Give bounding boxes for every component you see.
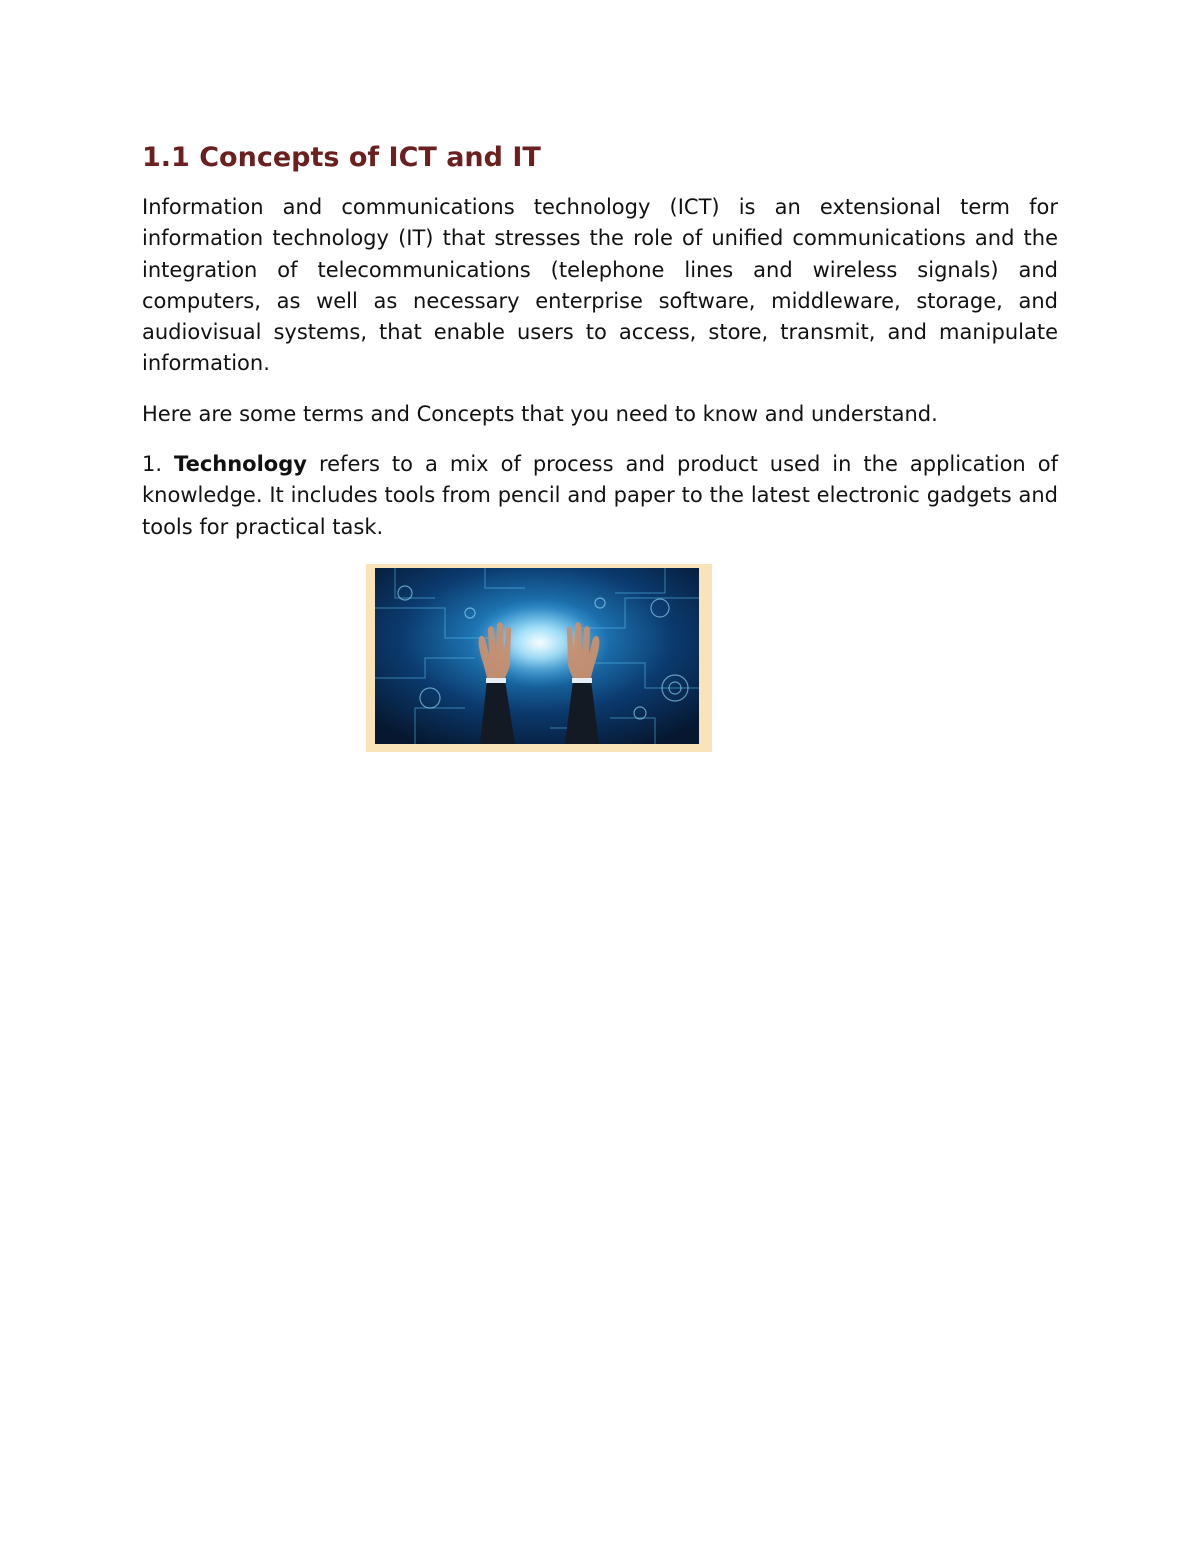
term-technology: Technology [174, 452, 307, 477]
technology-illustration [366, 564, 712, 752]
intro-paragraph: Information and communications technology (ICT) is an extensional term for information technology (IT) that stresses the role of unified communications and the integration of telecommunications (telephone lines and wireless signals) and computers, as well as necessary enterprise software, middleware, storage, and audiovisual systems, that enable users to access, store, transmit, and manipulate information. [142, 195, 1058, 376]
list-item-number: 1. [142, 452, 163, 477]
section-heading: 1.1 Concepts of ICT and IT [142, 142, 541, 173]
term-definition: refers to a mix of process and product used in the application of knowledge. It includes tools from pencil and paper to the latest electronic gadgets and tools for practical task. [142, 452, 1058, 539]
lead-in-paragraph: Here are some terms and Concepts that you need to know and understand. [142, 401, 938, 426]
document-page [142, 138, 1058, 543]
circuit-hands-image [375, 568, 699, 744]
list-item-technology [142, 449, 1058, 543]
